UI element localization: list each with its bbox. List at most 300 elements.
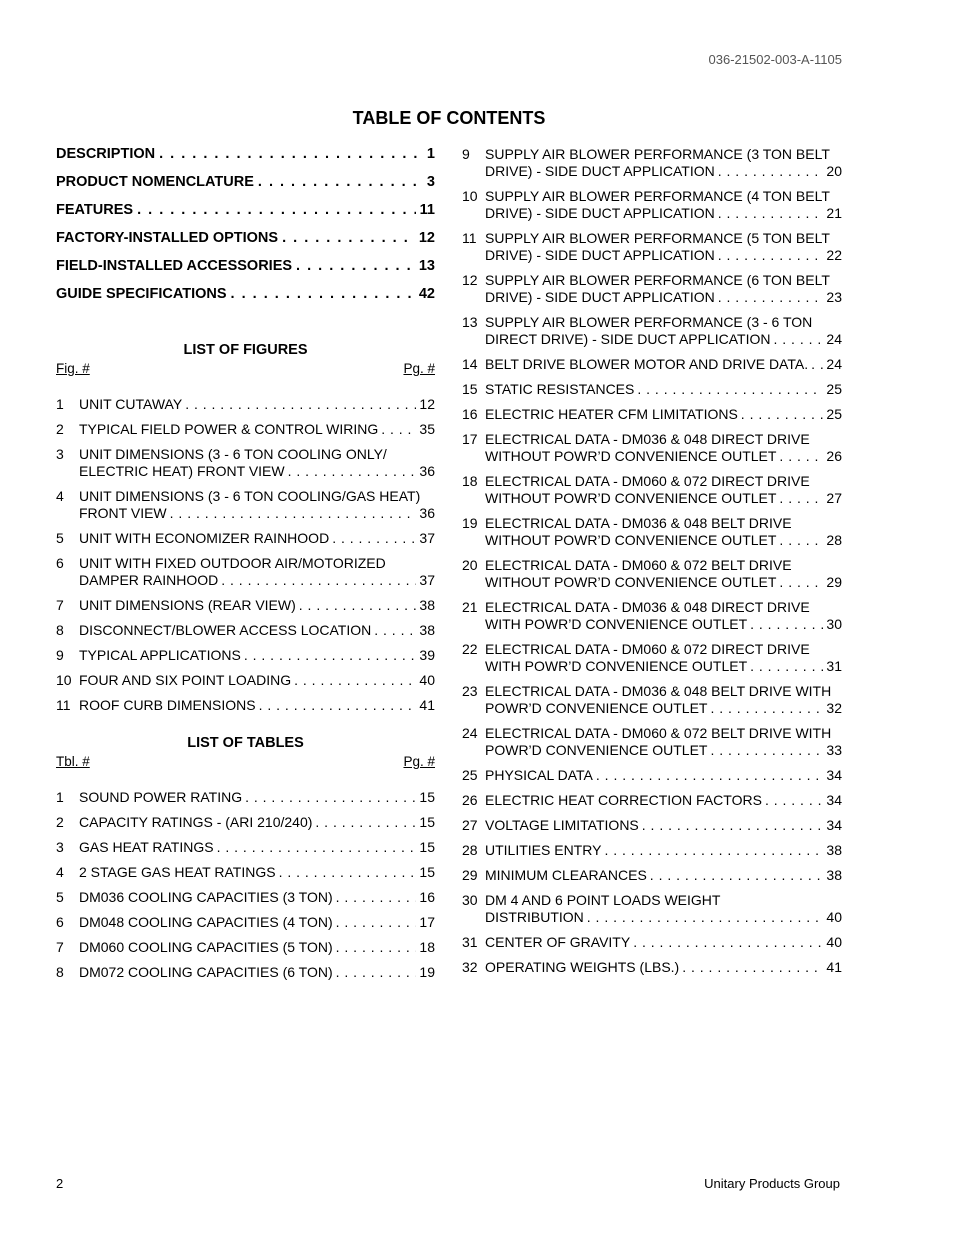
item-body	[485, 146, 842, 180]
table-row	[56, 964, 435, 981]
toc-entry	[56, 286, 435, 314]
dot-leader	[336, 889, 417, 906]
dot-leader	[750, 616, 823, 633]
table-row	[462, 314, 842, 348]
item-last-line	[79, 421, 435, 438]
item-number: 9	[462, 146, 470, 162]
item-number: 6	[56, 914, 64, 930]
item-title-line1: DM 4 AND 6 POINT LOADS WEIGHT	[485, 892, 721, 908]
item-last-line	[79, 672, 435, 689]
table-row	[462, 817, 842, 834]
item-last-line	[485, 909, 842, 926]
item-body	[485, 892, 842, 926]
footer-company: Unitary Products Group	[704, 1176, 840, 1191]
item-page: 39	[419, 647, 435, 663]
item-title: ELECTRIC HEATER CFM LIMITATIONS	[485, 406, 738, 422]
item-last-line	[485, 700, 842, 717]
item-number: 31	[462, 934, 478, 950]
item-last-line	[485, 767, 842, 784]
toc-entry-label: FACTORY-INSTALLED OPTIONS	[56, 230, 279, 246]
item-body	[485, 959, 842, 976]
item-title-line1: SUPPLY AIR BLOWER PERFORMANCE (3 - 6 TON	[485, 314, 813, 330]
item-title: DM036 COOLING CAPACITIES (3 TON)	[79, 889, 333, 905]
item-title: UNIT CUTAWAY	[79, 396, 183, 412]
item-page: 25	[826, 406, 842, 422]
item-body	[485, 557, 842, 591]
item-number: 28	[462, 842, 478, 858]
item-title: SOUND POWER RATING	[79, 789, 243, 805]
table-row	[462, 431, 842, 465]
item-page: 12	[419, 396, 435, 412]
item-title: TYPICAL APPLICATIONS	[79, 647, 241, 663]
table-row	[56, 864, 435, 881]
item-last-line	[485, 842, 842, 859]
toc-entry-page: 12	[418, 230, 435, 246]
item-title: 2 STAGE GAS HEAT RATINGS	[79, 864, 276, 880]
item-number: 5	[56, 530, 64, 546]
item-body	[79, 530, 435, 547]
table-row	[462, 867, 842, 884]
table-row	[462, 473, 842, 507]
item-title-line1: ELECTRICAL DATA - DM036 & 048 DIRECT DRIVE	[485, 599, 810, 615]
item-page: 40	[826, 909, 842, 925]
item-page: 36	[419, 505, 435, 521]
figures-list	[56, 396, 435, 714]
dot-leader	[336, 939, 417, 956]
figure-row	[56, 672, 435, 689]
item-number: 21	[462, 599, 478, 615]
item-number: 27	[462, 817, 478, 833]
item-last-line	[485, 658, 842, 675]
dot-leader	[282, 230, 415, 246]
item-body	[79, 488, 435, 522]
toc-entry	[56, 174, 435, 202]
item-body	[79, 914, 435, 931]
item-page: 38	[826, 842, 842, 858]
dot-leader	[315, 814, 416, 831]
item-title: GAS HEAT RATINGS	[79, 839, 214, 855]
dot-leader	[718, 247, 824, 264]
figure-row	[56, 597, 435, 614]
item-title-line2: WITHOUT POWR’D CONVENIENCE OUTLET	[485, 532, 777, 548]
item-title: DM060 COOLING CAPACITIES (5 TON)	[79, 939, 333, 955]
item-title-line2: DIRECT DRIVE) - SIDE DUCT APPLICATION	[485, 331, 771, 347]
item-page: 22	[826, 247, 842, 263]
item-title: BELT DRIVE BLOWER MOTOR AND DRIVE DATA.	[485, 356, 809, 372]
item-number: 30	[462, 892, 478, 908]
item-page: 20	[826, 163, 842, 179]
dot-leader	[336, 914, 417, 931]
item-page: 35	[419, 421, 435, 437]
item-number: 19	[462, 515, 478, 531]
dot-leader	[718, 205, 824, 222]
item-number: 11	[56, 697, 71, 713]
dot-leader	[710, 742, 823, 759]
item-last-line	[485, 163, 842, 180]
item-page: 15	[419, 789, 435, 805]
item-body	[485, 725, 842, 759]
item-last-line	[79, 463, 435, 480]
item-body	[79, 396, 435, 413]
dot-leader	[336, 964, 417, 981]
main-entries	[56, 146, 435, 314]
item-page: 26	[826, 448, 842, 464]
item-page: 38	[419, 622, 435, 638]
item-last-line	[485, 867, 842, 884]
dot-leader	[279, 864, 417, 881]
item-title-line1: ELECTRICAL DATA - DM060 & 072 BELT DRIVE WITH	[485, 725, 832, 741]
figure-row	[56, 446, 435, 480]
item-body	[485, 934, 842, 951]
dot-leader	[374, 622, 416, 639]
item-title-line2: POWR’D CONVENIENCE OUTLET	[485, 700, 708, 716]
item-number: 6	[56, 555, 64, 571]
item-page: 15	[419, 839, 435, 855]
dot-leader	[217, 839, 417, 856]
item-last-line	[79, 505, 435, 522]
item-title-line1: ELECTRICAL DATA - DM060 & 072 DIRECT DRIVE	[485, 641, 810, 657]
item-body	[79, 597, 435, 614]
figure-row	[56, 530, 435, 547]
toc-entry-label: FEATURES	[56, 202, 134, 218]
dot-leader	[159, 146, 423, 162]
toc-left-column	[56, 146, 435, 981]
tables-page-header: Pg. #	[403, 754, 435, 769]
item-number: 32	[462, 959, 478, 975]
dot-leader	[779, 448, 823, 465]
item-number: 13	[462, 314, 478, 330]
item-number: 25	[462, 767, 478, 783]
item-number: 10	[56, 672, 72, 688]
item-number: 7	[56, 939, 64, 955]
item-title: DISCONNECT/BLOWER ACCESS LOCATION	[79, 622, 372, 638]
item-title: ROOF CURB DIMENSIONS	[79, 697, 256, 713]
table-row	[462, 959, 842, 976]
dot-leader	[642, 817, 824, 834]
item-page: 24	[826, 331, 842, 347]
item-page: 15	[419, 814, 435, 830]
toc-entry-page: 13	[418, 258, 435, 274]
item-title-line1: UNIT WITH FIXED OUTDOOR AIR/MOTORIZED	[79, 555, 386, 571]
item-number: 10	[462, 188, 478, 204]
item-title-line2: DRIVE) - SIDE DUCT APPLICATION	[485, 205, 715, 221]
figure-row	[56, 488, 435, 522]
dot-leader	[288, 463, 417, 480]
toc-right-column	[462, 146, 842, 976]
item-title-line2: DRIVE) - SIDE DUCT APPLICATION	[485, 247, 715, 263]
figures-heading: LIST OF FIGURES	[183, 342, 308, 358]
table-row	[462, 934, 842, 951]
item-title: OPERATING WEIGHTS (LBS.)	[485, 959, 680, 975]
item-page: 34	[826, 767, 842, 783]
item-last-line	[79, 572, 435, 589]
item-body	[485, 406, 842, 423]
item-number: 4	[56, 864, 64, 880]
table-row	[462, 515, 842, 549]
dot-leader	[221, 572, 416, 589]
item-page: 37	[419, 530, 435, 546]
item-last-line	[485, 490, 842, 507]
dot-leader	[779, 532, 823, 549]
item-title-line2: DRIVE) - SIDE DUCT APPLICATION	[485, 289, 715, 305]
item-page: 41	[419, 697, 435, 713]
item-last-line	[79, 939, 435, 956]
item-body	[79, 672, 435, 689]
item-title: CAPACITY RATINGS - (ARI 210/240)	[79, 814, 313, 830]
item-last-line	[485, 205, 842, 222]
item-number: 8	[56, 622, 64, 638]
item-body	[79, 964, 435, 981]
item-title-line1: UNIT DIMENSIONS (3 - 6 TON COOLING/GAS HEAT)	[79, 488, 421, 504]
tables-column-headers	[56, 754, 435, 769]
item-body	[485, 230, 842, 264]
item-last-line	[79, 622, 435, 639]
dot-leader	[259, 697, 417, 714]
item-body	[485, 599, 842, 633]
item-last-line	[79, 864, 435, 881]
item-number: 16	[462, 406, 478, 422]
dot-leader	[811, 356, 823, 373]
item-page: 38	[826, 867, 842, 883]
item-last-line	[79, 789, 435, 806]
item-title: TYPICAL FIELD POWER & CONTROL WIRING	[79, 421, 379, 437]
item-title-line2: WITHOUT POWR’D CONVENIENCE OUTLET	[485, 574, 777, 590]
dot-leader	[587, 909, 824, 926]
dot-leader	[750, 658, 823, 675]
item-body	[79, 939, 435, 956]
toc-entry-label: FIELD-INSTALLED ACCESSORIES	[56, 258, 293, 274]
dot-leader	[296, 258, 415, 274]
dot-leader	[779, 490, 823, 507]
dot-leader	[294, 672, 416, 689]
item-body	[485, 842, 842, 859]
item-number: 15	[462, 381, 478, 397]
item-page: 16	[419, 889, 435, 905]
dot-leader	[299, 597, 417, 614]
figure-row	[56, 555, 435, 589]
item-body	[485, 683, 842, 717]
item-page: 29	[826, 574, 842, 590]
table-row	[462, 641, 842, 675]
item-page: 38	[419, 597, 435, 613]
item-body	[485, 792, 842, 809]
toc-entry-label: GUIDE SPECIFICATIONS	[56, 286, 227, 302]
toc-entry-label: PRODUCT NOMENCLATURE	[56, 174, 254, 190]
tables-list-left	[56, 789, 435, 981]
figure-row	[56, 647, 435, 664]
item-number: 12	[462, 272, 478, 288]
dot-leader	[633, 934, 823, 951]
item-page: 30	[826, 616, 842, 632]
footer-page-number: 2	[56, 1176, 64, 1191]
item-last-line	[79, 530, 435, 547]
item-body	[79, 555, 435, 589]
item-body	[79, 889, 435, 906]
item-body	[485, 867, 842, 884]
item-number: 1	[56, 396, 64, 412]
table-row	[462, 842, 842, 859]
toc-entry	[56, 258, 435, 286]
item-body	[79, 421, 435, 438]
table-row	[462, 792, 842, 809]
dot-leader	[170, 505, 417, 522]
item-body	[79, 789, 435, 806]
item-last-line	[485, 381, 842, 398]
item-last-line	[485, 574, 842, 591]
table-row	[462, 557, 842, 591]
item-body	[485, 641, 842, 675]
item-number: 2	[56, 421, 64, 437]
dot-leader	[137, 202, 416, 218]
item-number: 29	[462, 867, 478, 883]
table-row	[462, 406, 842, 423]
item-number: 7	[56, 597, 64, 613]
item-title: CENTER OF GRAVITY	[485, 934, 631, 950]
item-body	[485, 817, 842, 834]
item-title-line1: ELECTRICAL DATA - DM060 & 072 DIRECT DRIVE	[485, 473, 810, 489]
item-page: 18	[419, 939, 435, 955]
item-title: UTILITIES ENTRY	[485, 842, 602, 858]
item-title: DM072 COOLING CAPACITIES (6 TON)	[79, 964, 333, 980]
item-last-line	[79, 839, 435, 856]
item-page: 37	[419, 572, 435, 588]
item-number: 17	[462, 431, 478, 447]
item-title-line2: FRONT VIEW	[79, 505, 167, 521]
table-row	[462, 188, 842, 222]
item-title: UNIT DIMENSIONS (REAR VIEW)	[79, 597, 296, 613]
tables-num-header: Tbl. #	[56, 754, 90, 769]
item-last-line	[79, 914, 435, 931]
item-page: 28	[826, 532, 842, 548]
item-last-line	[485, 532, 842, 549]
item-title-line1: UNIT DIMENSIONS (3 - 6 TON COOLING ONLY/	[79, 446, 387, 462]
item-number: 3	[56, 839, 64, 855]
item-title-line2: WITH POWR’D CONVENIENCE OUTLET	[485, 658, 748, 674]
item-body	[485, 767, 842, 784]
item-body	[485, 473, 842, 507]
table-row	[56, 814, 435, 831]
item-title: UNIT WITH ECONOMIZER RAINHOOD	[79, 530, 330, 546]
table-row	[56, 914, 435, 931]
item-page: 34	[826, 792, 842, 808]
item-last-line	[485, 406, 842, 423]
item-number: 23	[462, 683, 478, 699]
item-last-line	[485, 616, 842, 633]
item-number: 24	[462, 725, 478, 741]
item-body	[79, 622, 435, 639]
item-page: 36	[419, 463, 435, 479]
dot-leader	[718, 163, 824, 180]
figure-row	[56, 697, 435, 714]
item-last-line	[485, 331, 842, 348]
item-title-line2: WITH POWR’D CONVENIENCE OUTLET	[485, 616, 748, 632]
item-body	[79, 864, 435, 881]
item-number: 5	[56, 889, 64, 905]
dot-leader	[258, 174, 423, 190]
tables-heading: LIST OF TABLES	[187, 735, 304, 751]
dot-leader	[774, 331, 824, 348]
document-number: 036-21502-003-A-1105	[708, 52, 842, 67]
item-number: 18	[462, 473, 478, 489]
table-row	[462, 272, 842, 306]
item-title-line1: ELECTRICAL DATA - DM036 & 048 BELT DRIVE WITH	[485, 683, 832, 699]
item-last-line	[79, 396, 435, 413]
item-last-line	[79, 889, 435, 906]
table-row	[56, 839, 435, 856]
item-title-line1: SUPPLY AIR BLOWER PERFORMANCE (6 TON BELT	[485, 272, 830, 288]
dot-leader	[682, 959, 823, 976]
dot-leader	[381, 421, 416, 438]
item-page: 34	[826, 817, 842, 833]
figure-row	[56, 421, 435, 438]
item-title-line2: WITHOUT POWR’D CONVENIENCE OUTLET	[485, 448, 777, 464]
item-title-line2: DAMPER RAINHOOD	[79, 572, 219, 588]
item-body	[485, 188, 842, 222]
item-page: 33	[826, 742, 842, 758]
item-number: 3	[56, 446, 64, 462]
item-body	[485, 314, 842, 348]
item-number: 2	[56, 814, 64, 830]
item-number: 11	[462, 230, 477, 246]
item-last-line	[79, 697, 435, 714]
item-title-line1: ELECTRICAL DATA - DM036 & 048 BELT DRIVE	[485, 515, 792, 531]
item-title: PHYSICAL DATA	[485, 767, 593, 783]
item-last-line	[485, 792, 842, 809]
item-last-line	[79, 964, 435, 981]
table-row	[462, 230, 842, 264]
item-last-line	[485, 289, 842, 306]
table-row	[462, 892, 842, 926]
dot-leader	[596, 767, 824, 784]
item-body	[79, 446, 435, 480]
item-title-line2: ELECTRIC HEAT) FRONT VIEW	[79, 463, 285, 479]
dot-leader	[245, 789, 416, 806]
dot-leader	[765, 792, 823, 809]
item-title-line1: SUPPLY AIR BLOWER PERFORMANCE (5 TON BELT	[485, 230, 830, 246]
table-row	[56, 889, 435, 906]
dot-leader	[718, 289, 824, 306]
item-page: 17	[419, 914, 435, 930]
table-row	[462, 725, 842, 759]
item-body	[485, 356, 842, 373]
item-body	[79, 839, 435, 856]
table-row	[462, 683, 842, 717]
item-number: 8	[56, 964, 64, 980]
item-title-line1: ELECTRICAL DATA - DM036 & 048 DIRECT DRIVE	[485, 431, 810, 447]
item-page: 24	[826, 356, 842, 372]
item-title: ELECTRIC HEAT CORRECTION FACTORS	[485, 792, 762, 808]
toc-entry-page: 42	[418, 286, 435, 302]
table-row	[56, 789, 435, 806]
item-page: 27	[826, 490, 842, 506]
item-title: DM048 COOLING CAPACITIES (4 TON)	[79, 914, 333, 930]
item-number: 1	[56, 789, 64, 805]
item-page: 40	[826, 934, 842, 950]
dot-leader	[231, 286, 415, 302]
item-last-line	[79, 597, 435, 614]
table-row	[462, 767, 842, 784]
toc-entry-page: 3	[426, 174, 435, 190]
dot-leader	[244, 647, 417, 664]
table-row	[462, 599, 842, 633]
item-number: 9	[56, 647, 64, 663]
item-body	[485, 381, 842, 398]
toc-entry	[56, 202, 435, 230]
dot-leader	[710, 700, 823, 717]
item-title-line1: ELECTRICAL DATA - DM060 & 072 BELT DRIVE	[485, 557, 792, 573]
item-number: 14	[462, 356, 478, 372]
item-page: 31	[826, 658, 842, 674]
